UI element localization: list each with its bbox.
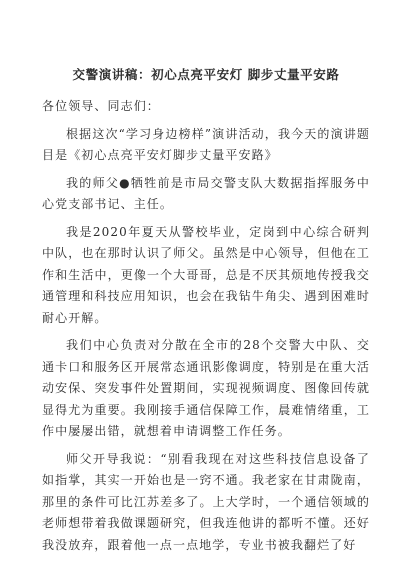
salutation: 各位领导、同志们： bbox=[42, 99, 160, 113]
paragraph-4: 我们中心负责对分散在全市的28个交警大中队、交通卡口和服务区开展常态通讯影像调度，特别是在重大活动安保、突发事件处置期间，实现视频调度、图像回传就显得尤为重要。我刚接手通信保障工作，晨难情绪重，工作中屡屡出错，就想着申请调整工作任务。 bbox=[42, 338, 370, 438]
paragraph-5: 师父开导我说：“别看我现在对这些科技信息设备了如指掌，其实一开始也是一窍不通。我老家在甘肃陇南，那里的条件可比江苏差多了。上大学时，一个通信领域的老师想带着我做课题研究，但我连他讲的都听不懂。还好我没放弃，跟着他一点一点地学，专业书被我翻烂了好 bbox=[42, 451, 370, 552]
paragraph-3: 我是2020年夏天从警校毕业，定岗到中心综合研判中队，也在那时认识了师父。虽然是中心领导，但他在工作和生活中，更像一个大哥哥，总是不厌其烦地传授我交通管理和科技应用知识，也会在我钻牛角尖、遇到困难时耐心开解。 bbox=[42, 224, 370, 325]
paragraph-1: 根据这次“学习身边榜样”演讲活动，我今天的演讲题目是《初心点亮平安灯脚步丈量平安路》 bbox=[42, 126, 370, 162]
paragraph-2: 我的师父●牺牲前是市局交警支队大数据指挥服务中心党支部书记、主任。 bbox=[42, 175, 370, 211]
document-title: 交警演讲稿：初心点亮平安灯 脚步丈量平安路 bbox=[72, 67, 340, 82]
